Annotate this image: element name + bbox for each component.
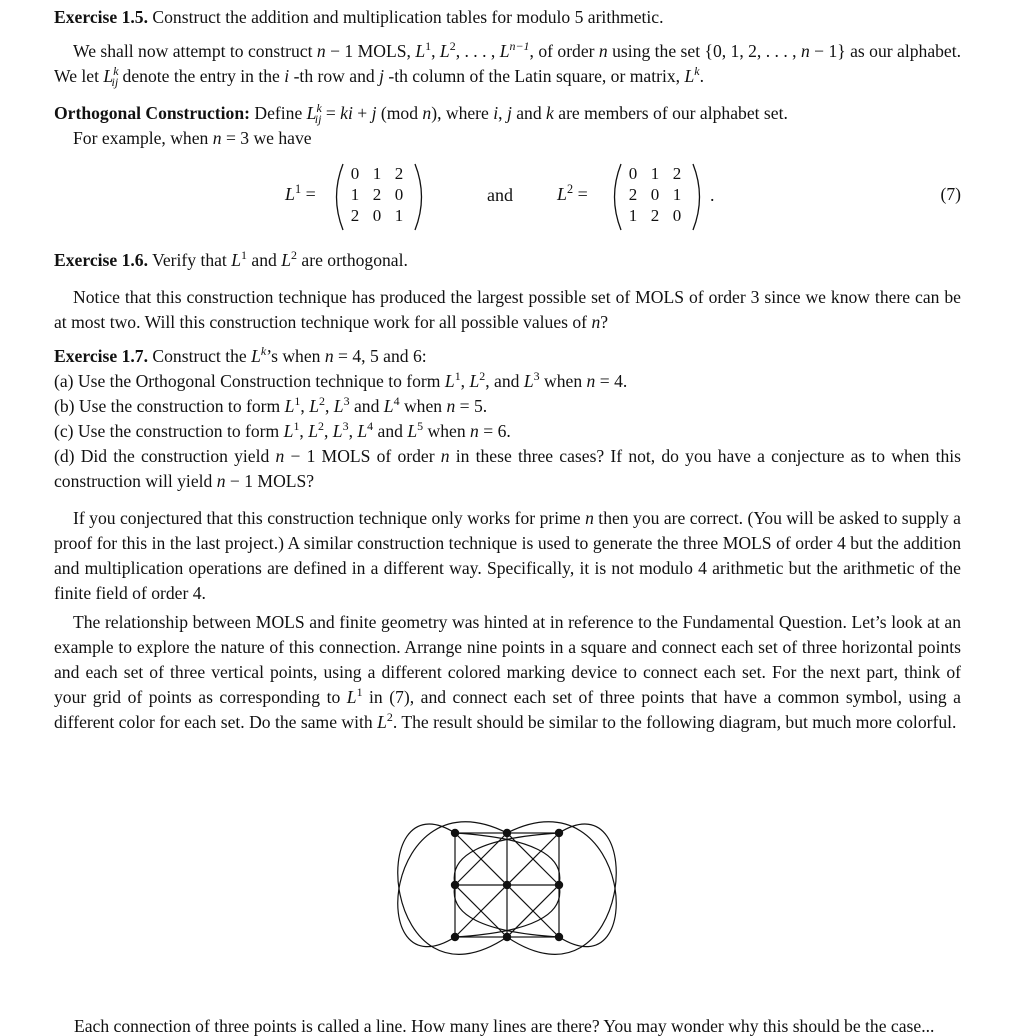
exercise-label: Exercise 1.7.: [54, 346, 148, 366]
paragraph-largest-set: Notice that this construction technique has produced the largest possible set of MOLS of order 3 since we know there can be at most two. Will this construction technique work for all possible values of n?: [54, 287, 961, 332]
affine-plane-diagram: [393, 795, 621, 995]
matrix-l2: 0 1 2 2 0 1 1 2 0: [628, 164, 682, 225]
right-paren: [690, 162, 708, 232]
cut-off-text: Each connection of three points is called a line. How many lines are there? You may wonder why this should be the case...: [74, 1016, 935, 1036]
orthogonal-construction-definition: Orthogonal Construction: Define $L^k_{ij}$ = ki + j (mod n), where i, j and k are members of our alphabet set.: [54, 101, 788, 126]
l1-label: $L^1$ =: [285, 182, 316, 204]
grid-point: [451, 933, 459, 941]
grid-point: [503, 933, 511, 941]
example-intro: For example, when n = 3 we have: [73, 128, 312, 148]
grid-point: [503, 881, 511, 889]
cut-off-text-line: [74, 1006, 954, 1036]
paragraph-finite-geometry: The relationship between MOLS and finite geometry was hinted at in reference to the Fundamental Question. Let’s look at an example to explore the nature of this connection. Arrange nine points in a square and connect each set of three horizontal points and each set of three vertical points, using a different colored marking device to connect each set. For the next part, think of your grid of points as corresponding to $L^1$ in (7), and connect each set of three points that have a common symbol, using a different color for each set. Do the same with $L^2$. The result should be similar to the following diagram, but much more colorful.: [54, 612, 961, 732]
exercise-label: Exercise 1.6.: [54, 250, 148, 270]
matrix-l1: 0 1 2 1 2 0 2 0 1: [350, 164, 404, 225]
definition-label: Orthogonal Construction:: [54, 103, 250, 123]
exercise-1-7-item-c: (c) Use the construction to form $L^1$, $L^2$, $L^3$, $L^4$ and $L^5$ when n = 6.: [54, 419, 511, 441]
exercise-1-7-item-a: (a) Use the Orthogonal Construction technique to form $L^1$, $L^2$, and $L^3$ when n = 4.: [54, 369, 628, 391]
equation-7: [54, 158, 961, 248]
grid-point: [555, 881, 563, 889]
exercise-1-5: [54, 5, 961, 30]
paragraph-prime-conjecture: If you conjectured that this construction technique only works for prime n then you are correct. (You will be asked to supply a proof for this in the last project.) A similar construction technique is used to generate the three MOLS of order 4 but the addition and multiplication operations are defined in a different way. Specifically, it is not modulo 4 arithmetic but the arithmetic of the finite field of order 4.: [54, 508, 961, 603]
and-text: and: [487, 185, 513, 205]
grid-point: [555, 933, 563, 941]
exercise-label: Exercise 1.5.: [54, 7, 148, 27]
grid-point: [451, 881, 459, 889]
exercise-1-7-item-d: (d) Did the construction yield n − 1 MOLS of order n in these three cases? If not, do you have a conjecture as to when this construction will yield n − 1 MOLS?: [54, 446, 961, 491]
exercise-text: Construct the addition and multiplication tables for modulo 5 arithmetic.: [152, 7, 664, 27]
equation-number: (7): [940, 184, 961, 204]
page-content: [54, 5, 961, 735]
grid-point: [503, 829, 511, 837]
exercise-1-7-item-b: (b) Use the construction to form $L^1$, $L^2$, $L^3$ and $L^4$ when n = 5.: [54, 394, 488, 416]
exercise-1-7: Exercise 1.7. Construct the $L^k’s$ when n = 4, 5 and 6:: [54, 344, 427, 366]
right-paren: [412, 162, 430, 232]
period: .: [710, 185, 715, 205]
exercise-1-6: Exercise 1.6. Verify that $L^1$ and $L^2$ are orthogonal.: [54, 248, 408, 270]
grid-point: [451, 829, 459, 837]
grid-point: [555, 829, 563, 837]
l2-label: $L^2$ =: [557, 182, 588, 204]
paragraph-mols-intro: We shall now attempt to construct n − 1 MOLS, $L^1$, $L^2$, . . . , $L^{n-1}$, of order n using the set {0, 1, 2, . . . , n − 1} as our alphabet. We let $L^k_{ij}$ denote the entry in the i -th row and j -th column of the Latin square, or matrix, $L^k$.: [54, 39, 962, 89]
